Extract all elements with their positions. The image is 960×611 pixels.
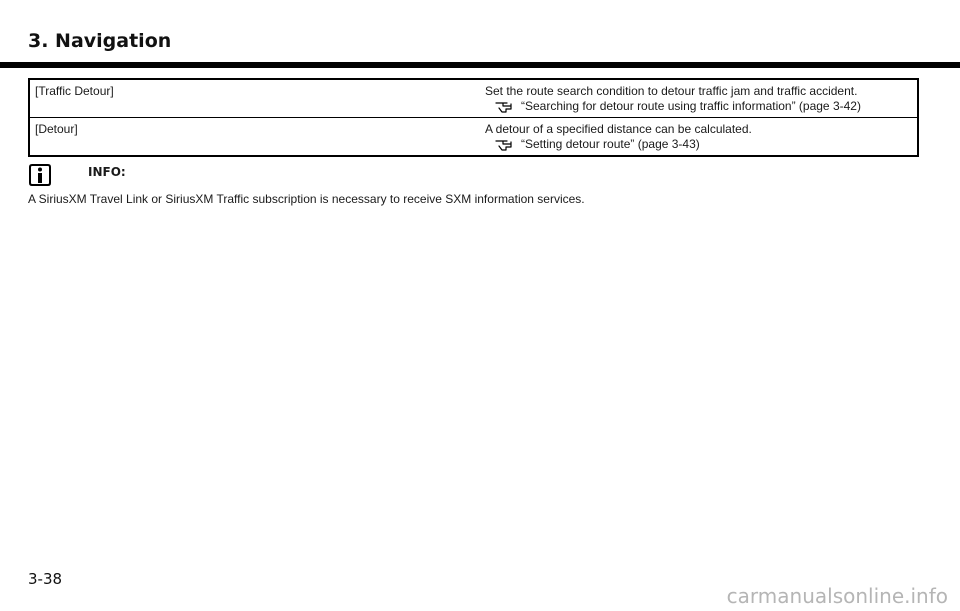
setting-description-cell xyxy=(480,118,918,157)
hand-pointer-icon xyxy=(495,99,517,113)
cross-reference-text: “Searching for detour route using traffic information” (page 3-42) xyxy=(521,99,861,113)
table-row xyxy=(29,79,918,118)
table-row xyxy=(29,118,918,157)
setting-description: Set the route search condition to detour traffic jam and traffic accident. xyxy=(485,84,858,98)
cross-reference[interactable] xyxy=(485,137,912,152)
info-text: A SiriusXM Travel Link or SiriusXM Traffic subscription is necessary to receive SXM information services. xyxy=(28,192,585,206)
setting-item: [Traffic Detour] xyxy=(35,84,114,98)
setting-description-cell xyxy=(480,79,918,118)
watermark: carmanualsonline.info xyxy=(726,584,948,608)
chapter-title: 3. Navigation xyxy=(28,30,172,52)
cross-reference[interactable] xyxy=(485,99,912,114)
info-icon xyxy=(28,163,52,187)
page-number: 3-38 xyxy=(28,570,63,588)
hand-pointer-icon xyxy=(495,137,517,151)
info-label: INFO: xyxy=(88,165,126,179)
cross-reference-text: “Setting detour route” (page 3-43) xyxy=(521,137,700,151)
setting-item: [Detour] xyxy=(29,118,480,157)
setting-description: A detour of a specified distance can be calculated. xyxy=(485,122,752,136)
header-rule xyxy=(0,62,960,68)
settings-table xyxy=(28,78,919,157)
